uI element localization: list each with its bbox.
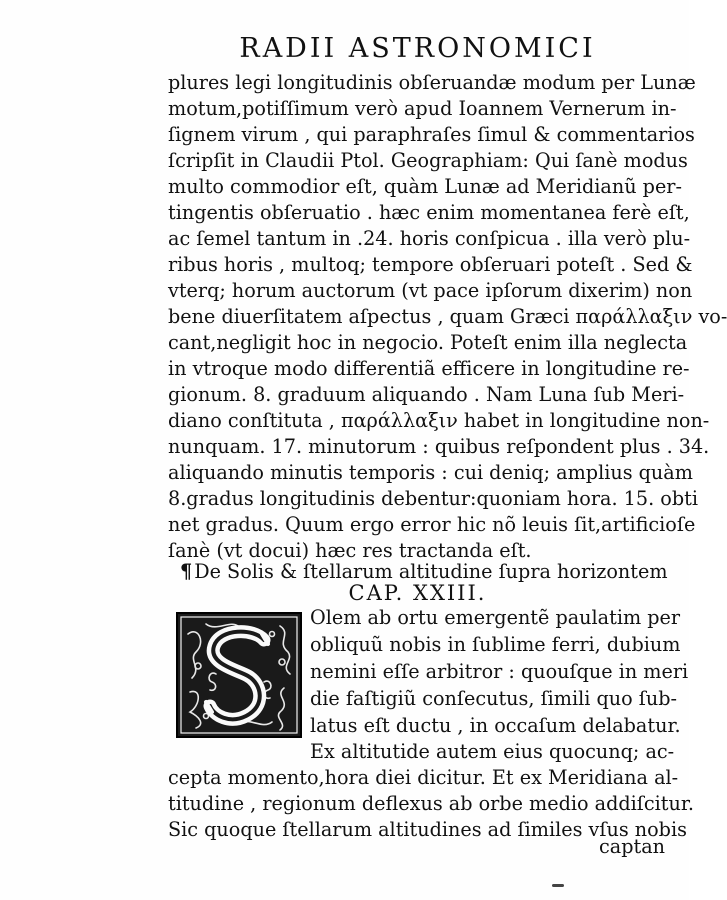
text-line: aliquando minutis temporis : cui deniq; amplius quàm	[168, 461, 693, 484]
chapter-number: CAP. XXIII.	[348, 581, 487, 605]
text-line: in vtroque modo differentiã efficere in longitudine re-	[168, 357, 690, 380]
text-line: latus eſt ductu , in occaſum delabatur.	[310, 714, 681, 737]
text-line: ſcripſit in Claudii Ptol. Geographiam: Qui ſanè modus	[168, 149, 688, 172]
text-line: die faſtigiũ conſecutus, ſimili quo ſub-	[310, 687, 678, 710]
pilcrow-icon: ¶	[180, 560, 193, 583]
catchword: captan	[599, 835, 665, 858]
text-line: vterq; horum auctorum (vt pace ipſorum dixerim) non	[168, 279, 693, 302]
text-line: cant,negligit hoc in negocio. Poteſt enim illa neglecta	[168, 331, 688, 354]
print-speck	[552, 884, 564, 887]
text-line: titudine , regionum deflexus ab orbe medio addiſcitur.	[168, 792, 695, 815]
text-line: nemini eſſe arbitror : quouſque in meri	[310, 660, 689, 683]
text-line: gionum. 8. graduum aliquando . Nam Luna ſub Meri-	[168, 383, 685, 406]
text-line: multo commodior eſt, quàm Lunæ ad Meridianũ per-	[168, 175, 682, 198]
text-line: Sic quoque ſtellarum altitudines ad ſimiles vſus nobis	[168, 818, 687, 841]
text-line: ſignem virum , qui paraphraſes ſimul & commentarios	[168, 123, 695, 146]
text-line: Ex altitutide autem eius quocunq; ac-	[310, 740, 675, 763]
text-line: 8.gradus longitudinis debentur:quoniam hora. 15. obti	[168, 487, 698, 510]
text-line: Olem ab ortu emergentẽ paulatim per	[310, 606, 681, 629]
text-line: motum,potiſſimum verò apud Ioannem Vernerum in-	[168, 97, 677, 120]
text-line: ac ſemel tantum in .24. horis conſpicua . illa verò plu-	[168, 227, 691, 250]
text-line: nunquam. 17. minutorum : quibus reſpondent plus . 34.	[168, 435, 710, 458]
text-line: ſanè (vt docui) hæc res tractanda eſt.	[168, 539, 532, 562]
decorated-initial-s-icon	[176, 612, 302, 738]
text-line: tingentis obſeruatio . hæc enim momentanea ferè eſt,	[168, 201, 690, 224]
paragraph-2-continued	[168, 739, 695, 843]
section-heading-text: De Solis & ſtellarum altitudine ſupra horizontem	[194, 560, 668, 583]
running-head: RADII ASTRONOMICI	[239, 33, 596, 64]
paragraph-1	[168, 70, 727, 564]
text-line: bene diuerſitatem aſpectus , quam Græci παράλλαξιν vo-	[168, 305, 727, 328]
text-line: plures legi longitudinis obſeruandæ modum per Lunæ	[168, 71, 696, 94]
text-line: cepta momento,hora diei dicitur. Et ex Meridiana al-	[168, 766, 679, 789]
text-line: obliquũ nobis in ſublime ferri, dubium	[310, 633, 681, 656]
text-line: diano conſtituta , παράλλαξιν habet in longitudine non-	[168, 409, 710, 432]
paragraph-2-indented	[310, 604, 689, 739]
text-line: net gradus. Quum ergo error hic nõ leuis ſit,artificioſe	[168, 513, 696, 536]
text-line: ribus horis , multoq; tempore obſeruari poteſt . Sed &	[168, 253, 693, 276]
